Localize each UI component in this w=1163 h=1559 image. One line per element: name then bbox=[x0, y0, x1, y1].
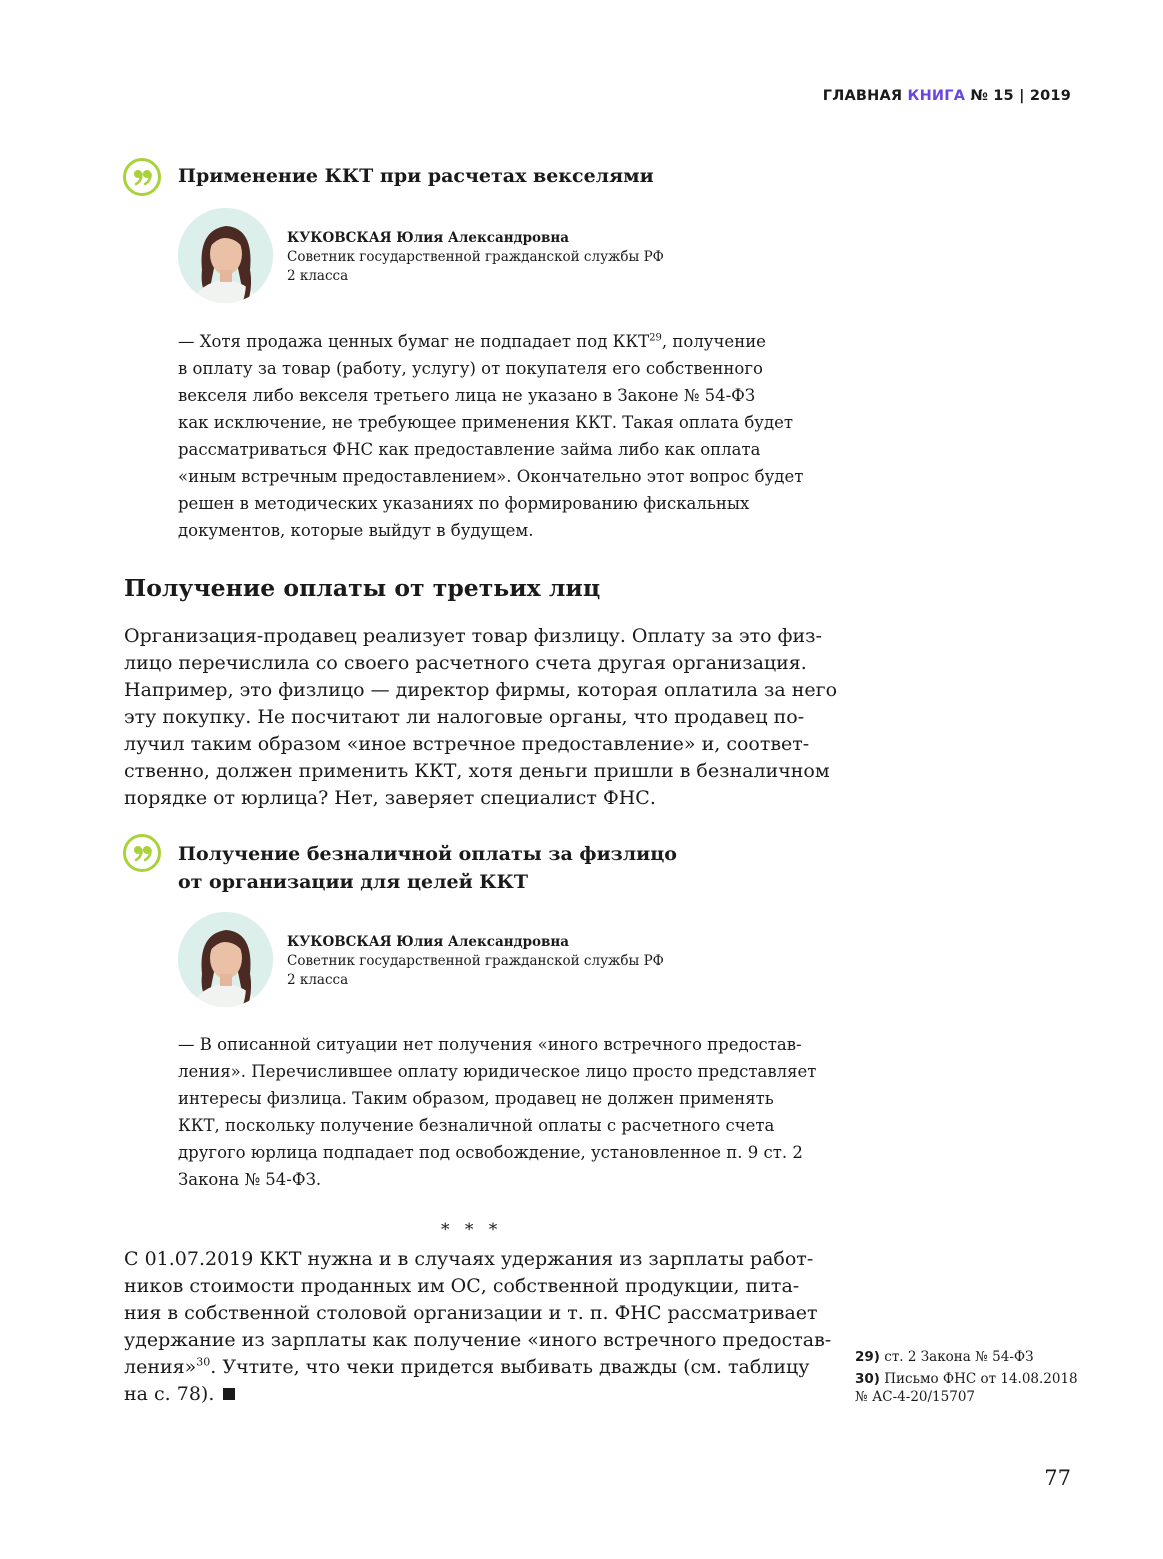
expert-position: Советник государственной гражданской службы РФ bbox=[287, 249, 664, 265]
expert-answer bbox=[178, 1031, 818, 1193]
answer-line: в оплату за товар (работу, услугу) от покупателя его собственного bbox=[178, 359, 763, 378]
paragraph-line: эту покупку. Не посчитают ли налоговые органы, что продавец по- bbox=[124, 706, 805, 728]
closing-paragraph bbox=[124, 1246, 831, 1408]
paragraph-line: ления»$^{30}$. Учтите, что чеки придется выбивать дважды (см. таблицу bbox=[124, 1355, 810, 1378]
quote-icon bbox=[123, 834, 161, 872]
paragraph-line: порядке от юрлица? Нет, заверяет специалист ФНС. bbox=[124, 787, 656, 809]
answer-line: «иным встречным предоставлением». Окончательно этот вопрос будет bbox=[178, 467, 804, 486]
paragraph-line: Организация-продавец реализует товар физлицу. Оплату за это физ- bbox=[124, 625, 822, 647]
answer-line: интересы физлица. Таким образом, продавец не должен применять bbox=[178, 1089, 774, 1108]
footnote: 29) ст. 2 Закона № 54-ФЗ bbox=[855, 1349, 1034, 1365]
end-of-article-mark bbox=[223, 1388, 235, 1400]
answer-line: ККТ, поскольку получение безналичной оплаты с расчетного счета bbox=[178, 1116, 775, 1135]
expert-info bbox=[287, 229, 664, 286]
expert-answer bbox=[178, 328, 818, 544]
expert-avatar bbox=[178, 912, 273, 1007]
expert-info bbox=[287, 933, 664, 990]
quote-title: Применение ККТ при расчетах векселями bbox=[178, 165, 654, 187]
expert-name: КУКОВСКАЯ Юлия Александровна bbox=[287, 230, 570, 246]
paragraph-line: лицо перечислила со своего расчетного счета другая организация. bbox=[124, 652, 807, 674]
quote-icon bbox=[123, 158, 161, 196]
answer-line: документов, которые выйдут в будущем. bbox=[178, 521, 534, 540]
page-number: 77 bbox=[1044, 1466, 1071, 1490]
expert-rank: 2 класса bbox=[287, 268, 349, 284]
answer-line: рассматриваться ФНС как предоставление займа либо как оплата bbox=[178, 440, 761, 459]
answer-line: как исключение, не требующее применения ККТ. Такая оплата будет bbox=[178, 413, 794, 432]
paragraph-line: ников стоимости проданных им ОС, собственной продукции, пита- bbox=[124, 1275, 800, 1297]
answer-line: ления». Перечислившее оплату юридическое лицо просто представляет bbox=[178, 1062, 817, 1081]
footnote-ref: 30 bbox=[196, 1355, 211, 1369]
quote-title: Получение безналичной оплаты за физлицо от организации для целей ККТ bbox=[178, 843, 677, 893]
paragraph-line: на с. 78). bbox=[124, 1381, 831, 1408]
running-header bbox=[823, 88, 1071, 104]
section-paragraph bbox=[124, 623, 837, 812]
answer-line: — Хотя продажа ценных бумаг не подпадает под ККТ$^{29}$, получение bbox=[178, 332, 766, 351]
expert-avatar bbox=[178, 208, 273, 303]
brand-accent: КНИГА bbox=[907, 88, 966, 104]
paragraph-line: удержание из зарплаты как получение «иного встречного предостав- bbox=[124, 1329, 832, 1351]
footnote-ref: 29 bbox=[649, 332, 662, 344]
paragraph-line: С 01.07.2019 ККТ нужна и в случаях удержания из зарплаты работ- bbox=[124, 1248, 814, 1270]
section-separator: * * * bbox=[441, 1220, 503, 1240]
paragraph-line: лучил таким образом «иное встречное предоставление» и, соответ- bbox=[124, 733, 810, 755]
paragraph-line: ственно, должен применить ККТ, хотя деньги пришли в безналичном bbox=[124, 760, 830, 782]
brand-main: ГЛАВНАЯ bbox=[822, 88, 903, 104]
answer-line: другого юрлица подпадает под освобождение, установленное п. 9 ст. 2 bbox=[178, 1143, 803, 1162]
answer-line: — В описанной ситуации нет получения «иного встречного предостав- bbox=[178, 1035, 802, 1054]
paragraph-line: Например, это физлицо — директор фирмы, которая оплатила за него bbox=[124, 679, 838, 701]
paragraph-line: ния в собственной столовой организации и т. п. ФНС рассматривает bbox=[124, 1302, 818, 1324]
answer-line: решен в методических указаниях по формированию фискальных bbox=[178, 494, 750, 513]
section-heading: Получение оплаты от третьих лиц bbox=[124, 574, 601, 602]
issue-number: № 15 | 2019 bbox=[970, 88, 1071, 104]
expert-name: КУКОВСКАЯ Юлия Александровна bbox=[287, 934, 570, 950]
expert-rank: 2 класса bbox=[287, 972, 349, 988]
answer-line: Закона № 54-ФЗ. bbox=[178, 1170, 322, 1189]
expert-position: Советник государственной гражданской службы РФ bbox=[287, 953, 664, 969]
answer-line: векселя либо векселя третьего лица не указано в Законе № 54-ФЗ bbox=[178, 386, 756, 405]
footnote: 30) Письмо ФНС от 14.08.2018 № АС-4-20/15707 bbox=[855, 1371, 1078, 1405]
footnotes bbox=[855, 1348, 1078, 1410]
